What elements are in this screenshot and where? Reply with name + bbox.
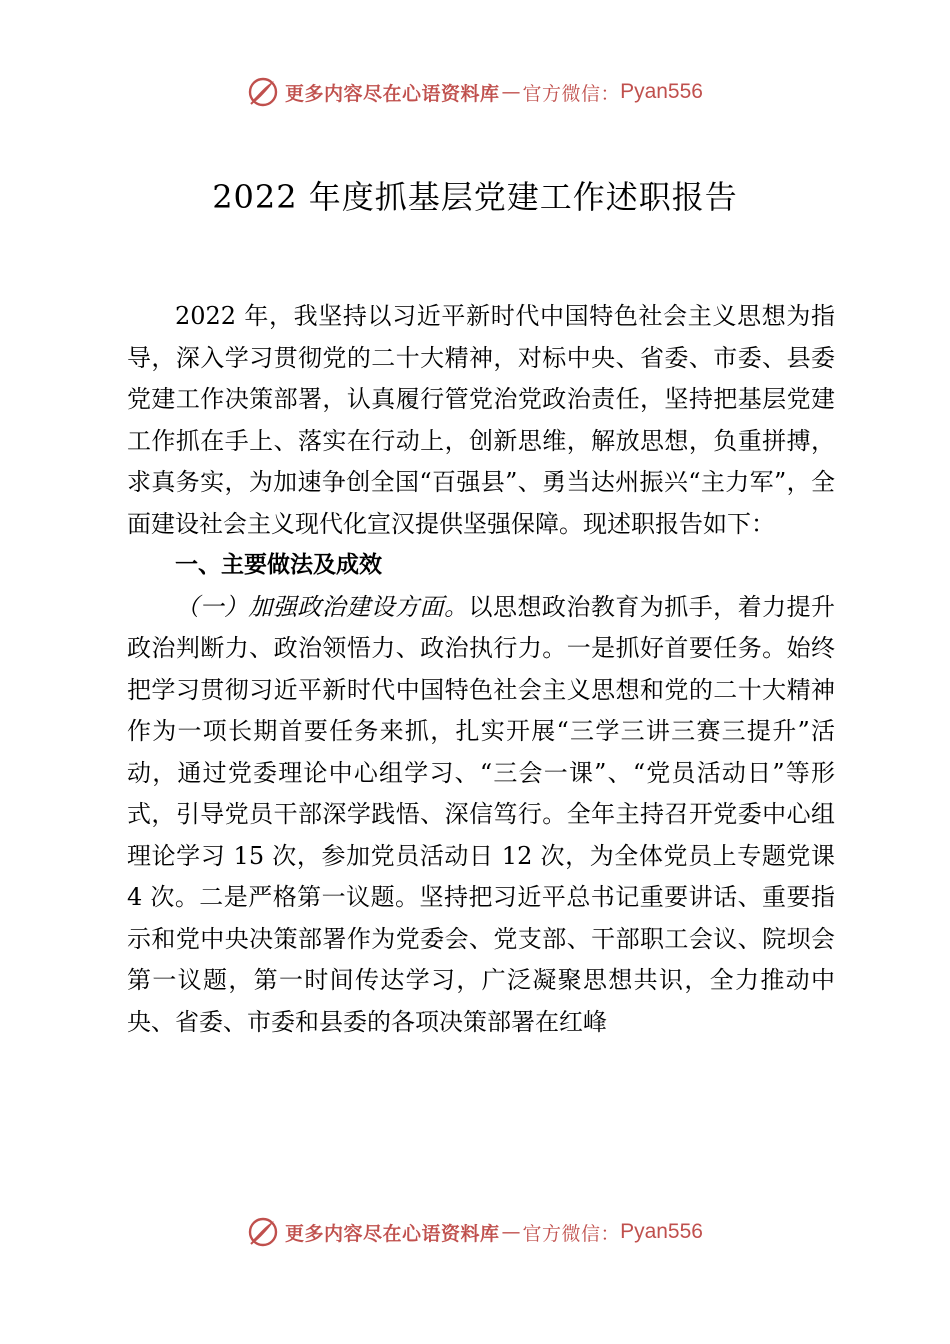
subsection-lead: （一）加强政治建设方面。 — [175, 592, 469, 621]
subsection-body: 以思想政治教育为抓手，着力提升政治判断力、政治领悟力、政治执行力。一是抓好首要任务。始终把学习贯彻习近平新时代中国特色社会主义思想和党的二十大精神作为一项长期首要任务来抓，扎实开展“三学三讲三赛三提升”活动，通过党委理论中心组学习、“三会一课”、“党员活动日”等形式，引导党员干部深学践悟、深信笃行。全年主持召开党委中心组理论学习 15 次，参加党员活动日 12 次，为全体党员上专题党课 4 次。二是严格第一议题。坚持把习近平总书记重要讲话、重要指示和党中央决策部署作为党委会、党支部、干部职工会议、院坝会第一议题，第一时间传达学习，广泛凝聚思想共识，全力推动中央、省委、市委和县委的各项决策部署在红峰 — [127, 592, 836, 1036]
quill-pen-logo-icon — [247, 76, 279, 108]
intro-paragraph: 2022 年，我坚持以习近平新时代中国特色社会主义思想为指导，深入学习贯彻党的二十大精神，对标中央、省委、市委、县委党建工作决策部署，认真履行管党治党政治责任，坚持把基层党建工作抓在手上、落实在行动上，创新思维，解放思想，负重拼搏，求真务实，为加速争创全国“百强县”、勇当达州振兴“主力军”，全面建设社会主义现代化宣汉提供坚强保障。现述职报告如下： — [127, 302, 835, 538]
banner-wechat-label: 官方微信： — [522, 1222, 621, 1245]
banner-main-text: 更多内容尽在心语资料库 — [285, 82, 500, 105]
quill-pen-logo-icon — [247, 1216, 279, 1248]
banner-wechat-label: 官方微信： — [522, 82, 621, 105]
banner-separator: — — [501, 1221, 521, 1243]
banner-main-text: 更多内容尽在心语资料库 — [285, 1222, 500, 1245]
subsection-paragraph — [127, 587, 835, 1044]
footer-watermark-banner — [0, 1212, 950, 1252]
header-watermark-banner — [0, 72, 950, 112]
banner-separator: — — [501, 81, 521, 103]
document-body — [127, 296, 835, 1043]
section-heading: 一、主要做法及成效 — [175, 552, 382, 578]
banner-wechat-id: Pyan556 — [620, 80, 703, 103]
document-title: 2022 年度抓基层党建工作述职报告 — [212, 178, 738, 216]
banner-wechat-id: Pyan556 — [620, 1220, 703, 1243]
